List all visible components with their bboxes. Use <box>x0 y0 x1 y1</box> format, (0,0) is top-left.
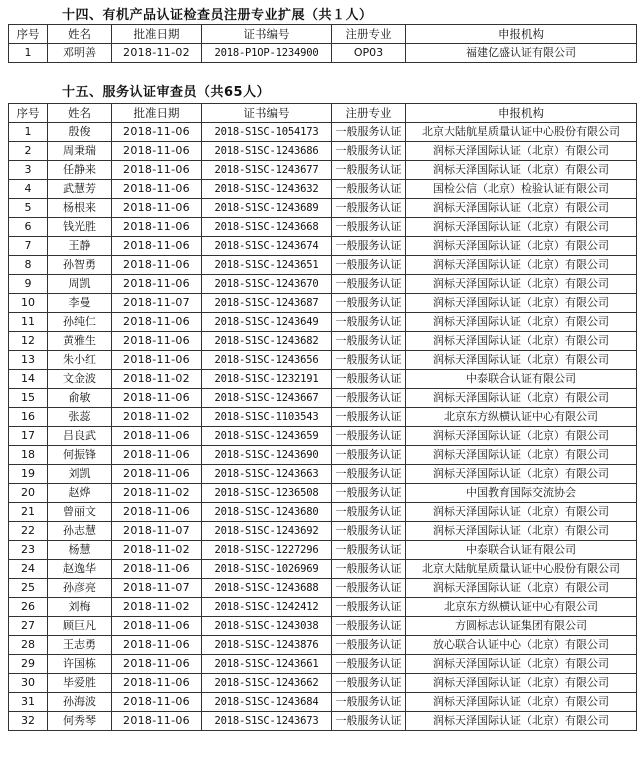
date-cell: 2018-11-06 <box>112 313 202 332</box>
name-cell: 孙海波 <box>48 693 112 712</box>
specialty-cell: 一般服务认证 <box>332 313 406 332</box>
name-cell: 刘梅 <box>48 598 112 617</box>
table-row <box>9 598 637 617</box>
seq-cell: 1 <box>9 44 48 63</box>
cert-number-cell: 2018-S1SC-1243680 <box>202 503 332 522</box>
header-date: 批准日期 <box>112 104 202 123</box>
seq-cell: 13 <box>9 351 48 370</box>
header-seq: 序号 <box>9 25 48 44</box>
table-row <box>9 275 637 294</box>
name-cell: 王志勇 <box>48 636 112 655</box>
header-organization: 申报机构 <box>406 104 637 123</box>
date-cell: 2018-11-06 <box>112 351 202 370</box>
name-cell: 朱小红 <box>48 351 112 370</box>
organization-cell: 润标天泽国际认证（北京）有限公司 <box>406 332 637 351</box>
date-cell: 2018-11-06 <box>112 199 202 218</box>
name-cell: 殷俊 <box>48 123 112 142</box>
header-organization: 申报机构 <box>406 25 637 44</box>
specialty-cell: 一般服务认证 <box>332 446 406 465</box>
cert-number-cell: 2018-S1SC-1243687 <box>202 294 332 313</box>
name-cell: 钱光胜 <box>48 218 112 237</box>
name-cell: 杨根来 <box>48 199 112 218</box>
name-cell: 何秀琴 <box>48 712 112 731</box>
organization-cell: 润标天泽国际认证（北京）有限公司 <box>406 275 637 294</box>
organization-cell: 润标天泽国际认证（北京）有限公司 <box>406 465 637 484</box>
table-row <box>9 503 637 522</box>
date-cell: 2018-11-02 <box>112 598 202 617</box>
organization-cell: 北京东方纵横认证中心有限公司 <box>406 408 637 427</box>
name-cell: 任静来 <box>48 161 112 180</box>
seq-cell: 7 <box>9 237 48 256</box>
specialty-cell: 一般服务认证 <box>332 389 406 408</box>
organization-cell: 润标天泽国际认证（北京）有限公司 <box>406 256 637 275</box>
cert-number-cell: 2018-S1SC-1236508 <box>202 484 332 503</box>
table-row <box>9 294 637 313</box>
date-cell: 2018-11-06 <box>112 427 202 446</box>
seq-cell: 23 <box>9 541 48 560</box>
cert-number-cell: 2018-S1SC-1242412 <box>202 598 332 617</box>
name-cell: 周凯 <box>48 275 112 294</box>
table-row <box>9 674 637 693</box>
seq-cell: 19 <box>9 465 48 484</box>
name-cell: 毕爱胜 <box>48 674 112 693</box>
table-row <box>9 712 637 731</box>
cert-number-cell: 2018-S1SC-1243668 <box>202 218 332 237</box>
seq-cell: 6 <box>9 218 48 237</box>
specialty-cell: 一般服务认证 <box>332 180 406 199</box>
header-cert-number: 证书编号 <box>202 25 332 44</box>
specialty-cell: 一般服务认证 <box>332 560 406 579</box>
specialty-cell: 一般服务认证 <box>332 636 406 655</box>
name-cell: 黄雅生 <box>48 332 112 351</box>
table-row <box>9 180 637 199</box>
name-cell: 武慧芳 <box>48 180 112 199</box>
header-date: 批准日期 <box>112 25 202 44</box>
cert-number-cell: 2018-S1SC-1243673 <box>202 712 332 731</box>
organization-cell: 润标天泽国际认证（北京）有限公司 <box>406 142 637 161</box>
cert-number-cell: 2018-S1SC-1243656 <box>202 351 332 370</box>
table-row <box>9 351 637 370</box>
date-cell: 2018-11-06 <box>112 237 202 256</box>
seq-cell: 24 <box>9 560 48 579</box>
organization-cell: 中泰联合认证有限公司 <box>406 541 637 560</box>
table-row <box>9 370 637 389</box>
date-cell: 2018-11-06 <box>112 256 202 275</box>
specialty-cell: 一般服务认证 <box>332 522 406 541</box>
date-cell: 2018-11-02 <box>112 408 202 427</box>
specialty-cell: 一般服务认证 <box>332 541 406 560</box>
table-header-row <box>9 104 637 123</box>
cert-number-cell: 2018-S1SC-1026969 <box>202 560 332 579</box>
organization-cell: 润标天泽国际认证（北京）有限公司 <box>406 351 637 370</box>
specialty-cell: 一般服务认证 <box>332 579 406 598</box>
date-cell: 2018-11-06 <box>112 332 202 351</box>
table-row <box>9 123 637 142</box>
specialty-cell: 一般服务认证 <box>332 199 406 218</box>
name-cell: 吕良武 <box>48 427 112 446</box>
specialty-cell: 一般服务认证 <box>332 275 406 294</box>
name-cell: 许国栋 <box>48 655 112 674</box>
table-row <box>9 636 637 655</box>
cert-number-cell: 2018-S1SC-1243670 <box>202 275 332 294</box>
header-cert-number: 证书编号 <box>202 104 332 123</box>
seq-cell: 9 <box>9 275 48 294</box>
cert-number-cell: 2018-S1SC-1243038 <box>202 617 332 636</box>
date-cell: 2018-11-06 <box>112 180 202 199</box>
cert-number-cell: 2018-S1SC-1243876 <box>202 636 332 655</box>
date-cell: 2018-11-06 <box>112 503 202 522</box>
section-14-title: 十四、有机产品认证检查员注册专业扩展（共１人） <box>62 8 373 23</box>
table-row <box>9 332 637 351</box>
cert-number-cell: 2018-S1SC-1232191 <box>202 370 332 389</box>
seq-cell: 29 <box>9 655 48 674</box>
organization-cell: 国检公信（北京）检验认证有限公司 <box>406 180 637 199</box>
seq-cell: 4 <box>9 180 48 199</box>
specialty-cell: OP03 <box>332 44 406 63</box>
organization-cell: 方圆标志认证集团有限公司 <box>406 617 637 636</box>
table-row <box>9 389 637 408</box>
seq-cell: 10 <box>9 294 48 313</box>
cert-number-cell: 2018-S1SC-1243690 <box>202 446 332 465</box>
cert-number-cell: 2018-S1SC-1243651 <box>202 256 332 275</box>
specialty-cell: 一般服务认证 <box>332 351 406 370</box>
date-cell: 2018-11-06 <box>112 218 202 237</box>
organization-cell: 中国教育国际交流协会 <box>406 484 637 503</box>
name-cell: 曾丽文 <box>48 503 112 522</box>
cert-number-cell: 2018-S1SC-1243684 <box>202 693 332 712</box>
table-row <box>9 427 637 446</box>
date-cell: 2018-11-06 <box>112 123 202 142</box>
table-row <box>9 693 637 712</box>
table-row <box>9 446 637 465</box>
specialty-cell: 一般服务认证 <box>332 408 406 427</box>
section-15-title: 十五、服务认证审查员（共65人） <box>62 85 271 100</box>
name-cell: 孙志慧 <box>48 522 112 541</box>
name-cell: 孙智勇 <box>48 256 112 275</box>
specialty-cell: 一般服务认证 <box>332 598 406 617</box>
cert-number-cell: 2018-S1SC-1227296 <box>202 541 332 560</box>
header-specialty: 注册专业 <box>332 25 406 44</box>
table-row <box>9 313 637 332</box>
seq-cell: 16 <box>9 408 48 427</box>
cert-number-cell: 2018-S1SC-1243667 <box>202 389 332 408</box>
seq-cell: 1 <box>9 123 48 142</box>
name-cell: 顾巨凡 <box>48 617 112 636</box>
date-cell: 2018-11-02 <box>112 541 202 560</box>
organization-cell: 润标天泽国际认证（北京）有限公司 <box>406 693 637 712</box>
seq-cell: 14 <box>9 370 48 389</box>
organization-cell: 放心联合认证中心（北京）有限公司 <box>406 636 637 655</box>
name-cell: 俞敏 <box>48 389 112 408</box>
date-cell: 2018-11-06 <box>112 142 202 161</box>
table-row <box>9 484 637 503</box>
cert-number-cell: 2018-S1SC-1243686 <box>202 142 332 161</box>
date-cell: 2018-11-07 <box>112 579 202 598</box>
seq-cell: 15 <box>9 389 48 408</box>
seq-cell: 12 <box>9 332 48 351</box>
cert-number-cell: 2018-S1SC-1243649 <box>202 313 332 332</box>
name-cell: 文金波 <box>48 370 112 389</box>
specialty-cell: 一般服务认证 <box>332 294 406 313</box>
name-cell: 赵烨 <box>48 484 112 503</box>
organization-cell: 润标天泽国际认证（北京）有限公司 <box>406 579 637 598</box>
table-row <box>9 199 637 218</box>
specialty-cell: 一般服务认证 <box>332 693 406 712</box>
table-row <box>9 218 637 237</box>
date-cell: 2018-11-02 <box>112 370 202 389</box>
seq-cell: 32 <box>9 712 48 731</box>
organization-cell: 北京东方纵横认证中心有限公司 <box>406 598 637 617</box>
specialty-cell: 一般服务认证 <box>332 427 406 446</box>
date-cell: 2018-11-06 <box>112 617 202 636</box>
seq-cell: 31 <box>9 693 48 712</box>
organization-cell: 润标天泽国际认证（北京）有限公司 <box>406 294 637 313</box>
date-cell: 2018-11-02 <box>112 484 202 503</box>
specialty-cell: 一般服务认证 <box>332 674 406 693</box>
date-cell: 2018-11-06 <box>112 674 202 693</box>
date-cell: 2018-11-06 <box>112 465 202 484</box>
specialty-cell: 一般服务认证 <box>332 218 406 237</box>
cert-number-cell: 2018-S1SC-1054173 <box>202 123 332 142</box>
name-cell: 孙纯仁 <box>48 313 112 332</box>
cert-number-cell: 2018-S1SC-1243659 <box>202 427 332 446</box>
table-row <box>9 465 637 484</box>
seq-cell: 5 <box>9 199 48 218</box>
table-row <box>9 44 637 63</box>
name-cell: 赵逸华 <box>48 560 112 579</box>
cert-number-cell: 2018-S1SC-1243682 <box>202 332 332 351</box>
table-row <box>9 655 637 674</box>
specialty-cell: 一般服务认证 <box>332 617 406 636</box>
header-seq: 序号 <box>9 104 48 123</box>
table-row <box>9 579 637 598</box>
table-row <box>9 560 637 579</box>
date-cell: 2018-11-02 <box>112 44 202 63</box>
organization-cell: 润标天泽国际认证（北京）有限公司 <box>406 199 637 218</box>
section-15-table <box>8 103 637 731</box>
cert-number-cell: 2018-S1SC-1243632 <box>202 180 332 199</box>
seq-cell: 2 <box>9 142 48 161</box>
seq-cell: 25 <box>9 579 48 598</box>
organization-cell: 润标天泽国际认证（北京）有限公司 <box>406 161 637 180</box>
cert-number-cell: 2018-S1SC-1243692 <box>202 522 332 541</box>
date-cell: 2018-11-07 <box>112 522 202 541</box>
table-row <box>9 522 637 541</box>
table-row <box>9 256 637 275</box>
specialty-cell: 一般服务认证 <box>332 712 406 731</box>
organization-cell: 润标天泽国际认证（北京）有限公司 <box>406 389 637 408</box>
date-cell: 2018-11-07 <box>112 294 202 313</box>
name-cell: 张蕊 <box>48 408 112 427</box>
date-cell: 2018-11-06 <box>112 693 202 712</box>
seq-cell: 11 <box>9 313 48 332</box>
header-name: 姓名 <box>48 25 112 44</box>
specialty-cell: 一般服务认证 <box>332 370 406 389</box>
organization-cell: 润标天泽国际认证（北京）有限公司 <box>406 218 637 237</box>
table-header-row <box>9 25 637 44</box>
date-cell: 2018-11-06 <box>112 712 202 731</box>
seq-cell: 28 <box>9 636 48 655</box>
organization-cell: 润标天泽国际认证（北京）有限公司 <box>406 237 637 256</box>
name-cell: 邓明善 <box>48 44 112 63</box>
organization-cell: 中泰联合认证有限公司 <box>406 370 637 389</box>
name-cell: 杨慧 <box>48 541 112 560</box>
table-row <box>9 408 637 427</box>
seq-cell: 8 <box>9 256 48 275</box>
section-14-table <box>8 24 637 63</box>
specialty-cell: 一般服务认证 <box>332 484 406 503</box>
table-row <box>9 142 637 161</box>
seq-cell: 20 <box>9 484 48 503</box>
seq-cell: 27 <box>9 617 48 636</box>
organization-cell: 润标天泽国际认证（北京）有限公司 <box>406 503 637 522</box>
cert-number-cell: 2018-S1SC-1243689 <box>202 199 332 218</box>
date-cell: 2018-11-06 <box>112 446 202 465</box>
name-cell: 李曼 <box>48 294 112 313</box>
date-cell: 2018-11-06 <box>112 161 202 180</box>
seq-cell: 3 <box>9 161 48 180</box>
organization-cell: 润标天泽国际认证（北京）有限公司 <box>406 655 637 674</box>
cert-number-cell: 2018-S1SC-1243661 <box>202 655 332 674</box>
specialty-cell: 一般服务认证 <box>332 237 406 256</box>
specialty-cell: 一般服务认证 <box>332 332 406 351</box>
table-row <box>9 161 637 180</box>
date-cell: 2018-11-06 <box>112 389 202 408</box>
name-cell: 王静 <box>48 237 112 256</box>
specialty-cell: 一般服务认证 <box>332 123 406 142</box>
organization-cell: 润标天泽国际认证（北京）有限公司 <box>406 313 637 332</box>
header-specialty: 注册专业 <box>332 104 406 123</box>
specialty-cell: 一般服务认证 <box>332 256 406 275</box>
organization-cell: 北京大陆航星质量认证中心股份有限公司 <box>406 123 637 142</box>
seq-cell: 30 <box>9 674 48 693</box>
specialty-cell: 一般服务认证 <box>332 465 406 484</box>
seq-cell: 18 <box>9 446 48 465</box>
organization-cell: 润标天泽国际认证（北京）有限公司 <box>406 712 637 731</box>
organization-cell: 润标天泽国际认证（北京）有限公司 <box>406 674 637 693</box>
specialty-cell: 一般服务认证 <box>332 142 406 161</box>
date-cell: 2018-11-06 <box>112 275 202 294</box>
cert-number-cell: 2018-S1SC-1243663 <box>202 465 332 484</box>
date-cell: 2018-11-06 <box>112 560 202 579</box>
specialty-cell: 一般服务认证 <box>332 503 406 522</box>
seq-cell: 26 <box>9 598 48 617</box>
cert-number-cell: 2018-S1SC-1243677 <box>202 161 332 180</box>
cert-number-cell: 2018-S1SC-1243688 <box>202 579 332 598</box>
date-cell: 2018-11-06 <box>112 655 202 674</box>
name-cell: 何振锋 <box>48 446 112 465</box>
seq-cell: 17 <box>9 427 48 446</box>
organization-cell: 北京大陆航星质量认证中心股份有限公司 <box>406 560 637 579</box>
specialty-cell: 一般服务认证 <box>332 161 406 180</box>
cert-number-cell: 2018-S1SC-1243662 <box>202 674 332 693</box>
organization-cell: 润标天泽国际认证（北京）有限公司 <box>406 427 637 446</box>
name-cell: 周秉瑞 <box>48 142 112 161</box>
cert-number-cell: 2018-S1SC-1243674 <box>202 237 332 256</box>
organization-cell: 润标天泽国际认证（北京）有限公司 <box>406 522 637 541</box>
specialty-cell: 一般服务认证 <box>332 655 406 674</box>
cert-number-cell: 2018-S1SC-1103543 <box>202 408 332 427</box>
organization-cell: 福建亿盛认证有限公司 <box>406 44 637 63</box>
cert-number-cell: 2018-P1OP-1234900 <box>202 44 332 63</box>
table-row <box>9 541 637 560</box>
name-cell: 孙彦亮 <box>48 579 112 598</box>
seq-cell: 21 <box>9 503 48 522</box>
header-name: 姓名 <box>48 104 112 123</box>
organization-cell: 润标天泽国际认证（北京）有限公司 <box>406 446 637 465</box>
table-row <box>9 617 637 636</box>
date-cell: 2018-11-06 <box>112 636 202 655</box>
table-row <box>9 237 637 256</box>
name-cell: 刘凯 <box>48 465 112 484</box>
seq-cell: 22 <box>9 522 48 541</box>
